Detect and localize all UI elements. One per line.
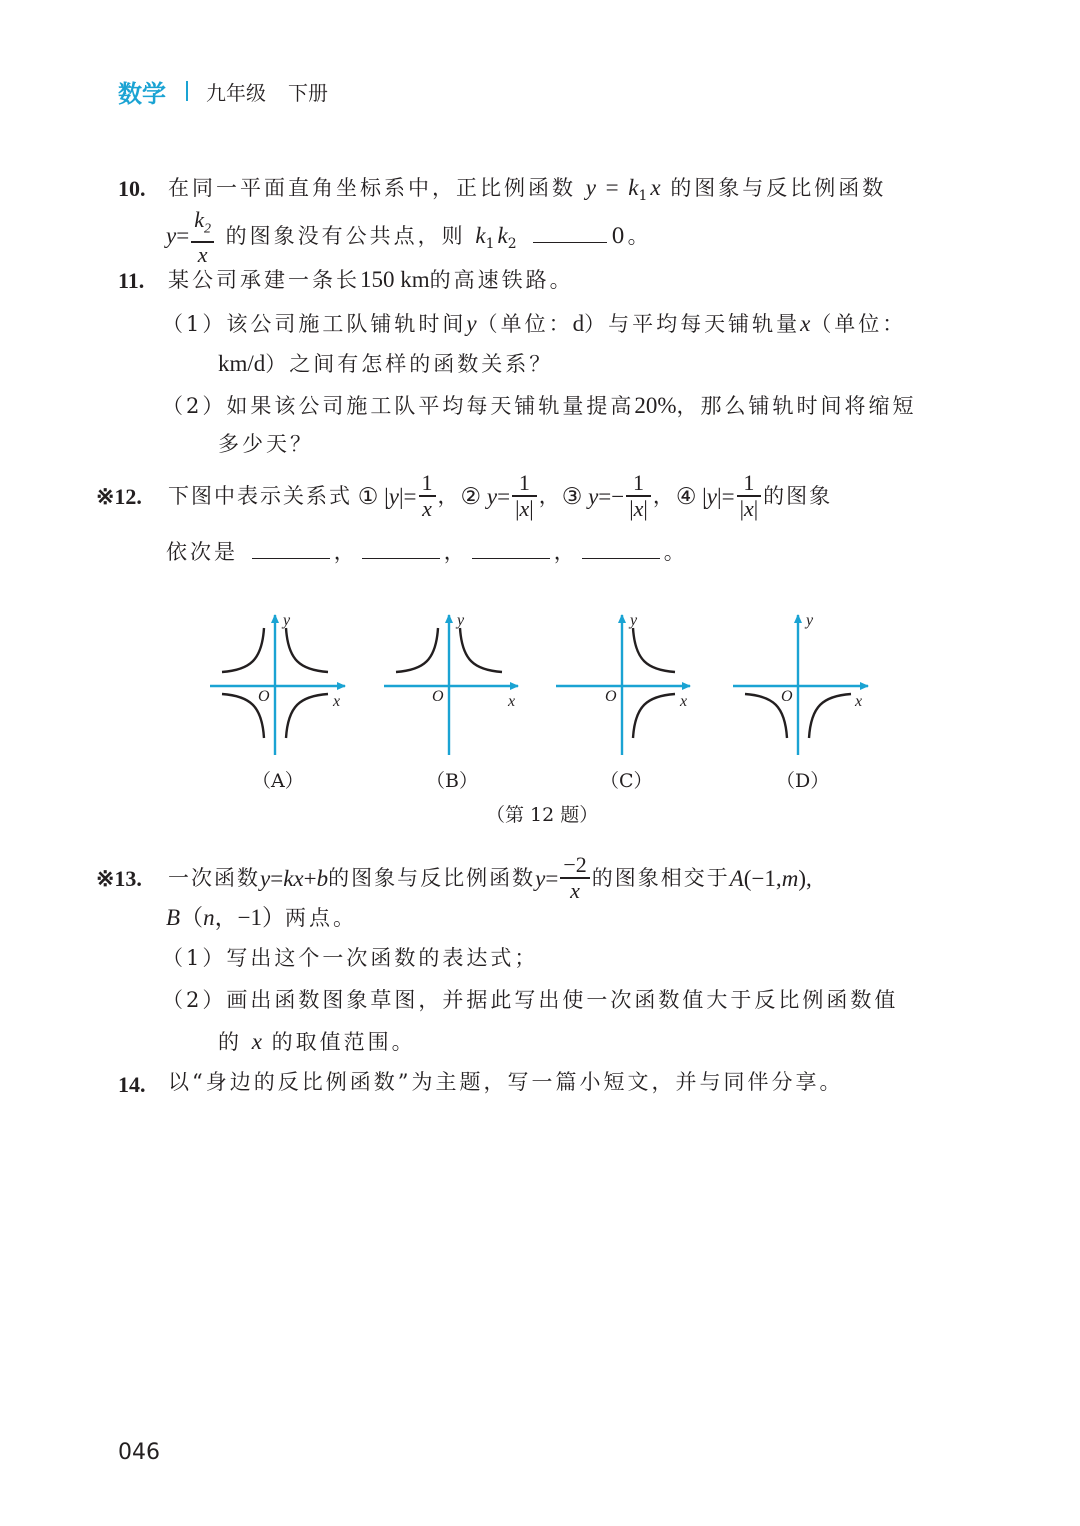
svg-text:O: O [258,688,270,705]
question-12-figures [0,600,1080,820]
svg-text:y: y [457,612,465,629]
graph-label-c: （C） [600,770,653,792]
answer-blank-1[interactable] [252,540,330,559]
page-header [118,74,350,108]
question-13-stem: 一次函数 y = kx + b 的图象与反比例函数 y = $\frac{-2}{x}$ 的图象相交于 A (−1, m ), [168,852,812,903]
question-11-part1: （1）该公司施工队铺轨时间y（单位：d）与平均每天铺轨量x（单位： [162,311,907,336]
subject-title: 数学 [118,79,166,108]
question-13-number: ※13. [96,866,142,891]
question-14-text: 以“身边的反比例函数”为主题，写一篇小短文，并与同伴分享。 [168,1070,844,1094]
question-11-part2: （2）如果该公司施工队平均每天铺轨量提高20%，那么铺轨时间将缩短 [162,393,917,418]
answer-blank[interactable] [533,224,607,243]
question-10-line1: 在同一平面直角坐标系中，正比例函数 $y = k_1x$ 的图象与反比例函数 [168,175,887,205]
svg-text:y: y [630,612,638,629]
svg-text:x: x [680,693,688,710]
svg-text:y: y [283,612,291,629]
header-divider [186,81,188,101]
svg-text:O: O [432,688,444,705]
svg-text:O: O [605,688,617,705]
graph-label-a: （A） [252,770,304,792]
graph-d [733,612,868,755]
grade-label: 九年级 下册 [206,80,328,105]
graph-label-b: （B） [426,770,478,792]
graph-label-d: （D） [776,770,830,792]
svg-text:O: O [781,688,793,705]
question-11-part1-cont: km/d）之间有怎样的函数关系？ [218,351,554,376]
graph-b [384,612,518,755]
svg-text:y: y [806,612,814,629]
fraction-k2-over-x: $\frac{k_2}{x}$ [191,208,214,267]
question-12-line2: 依次是 ， ， ， 。 [166,540,688,564]
question-12-number: ※12. [96,484,142,509]
answer-blank-4[interactable] [582,540,660,559]
question-10-line2: y= $\frac{k_2}{x}$ 的图象没有公共点，则 $k_1k_2$ 0。 [166,207,652,267]
question-13-part1: （1）写出这个一次函数的表达式； [162,946,539,970]
question-14-number: 14. [118,1072,146,1097]
question-12-stem: 下图中表示关系式 ① | y |= $\frac{1}{x}$ ， ② y = $\frac{1}{|x|}$ ， ③ y =− $\frac{1}{|x|}$ ， ④ | y |= $\frac{1}{|x|}$ 的图象 [168,470,833,521]
answer-blank-2[interactable] [362,540,440,559]
question-13-part2: （2）画出函数图象草图，并据此写出使一次函数值大于反比例函数值 [162,988,899,1012]
question-11-number: 11. [118,268,145,293]
page-number: 046 [118,1440,160,1465]
figure-caption: （第 12 题） [486,804,599,826]
graph-a [210,612,345,755]
graph-c [556,612,690,755]
svg-text:x: x [333,693,341,710]
answer-blank-3[interactable] [472,540,550,559]
svg-text:x: x [855,693,863,710]
svg-text:x: x [508,693,516,710]
question-10-number: 10. [118,176,146,201]
question-11-part2-cont: 多少天？ [218,432,314,456]
question-13-part2-cont: 的 x 的取值范围。 [218,1029,416,1054]
question-13-line2: B（n，−1）两点。 [166,905,358,930]
question-11-stem: 某公司承建一条长150 km的高速铁路。 [168,267,574,292]
